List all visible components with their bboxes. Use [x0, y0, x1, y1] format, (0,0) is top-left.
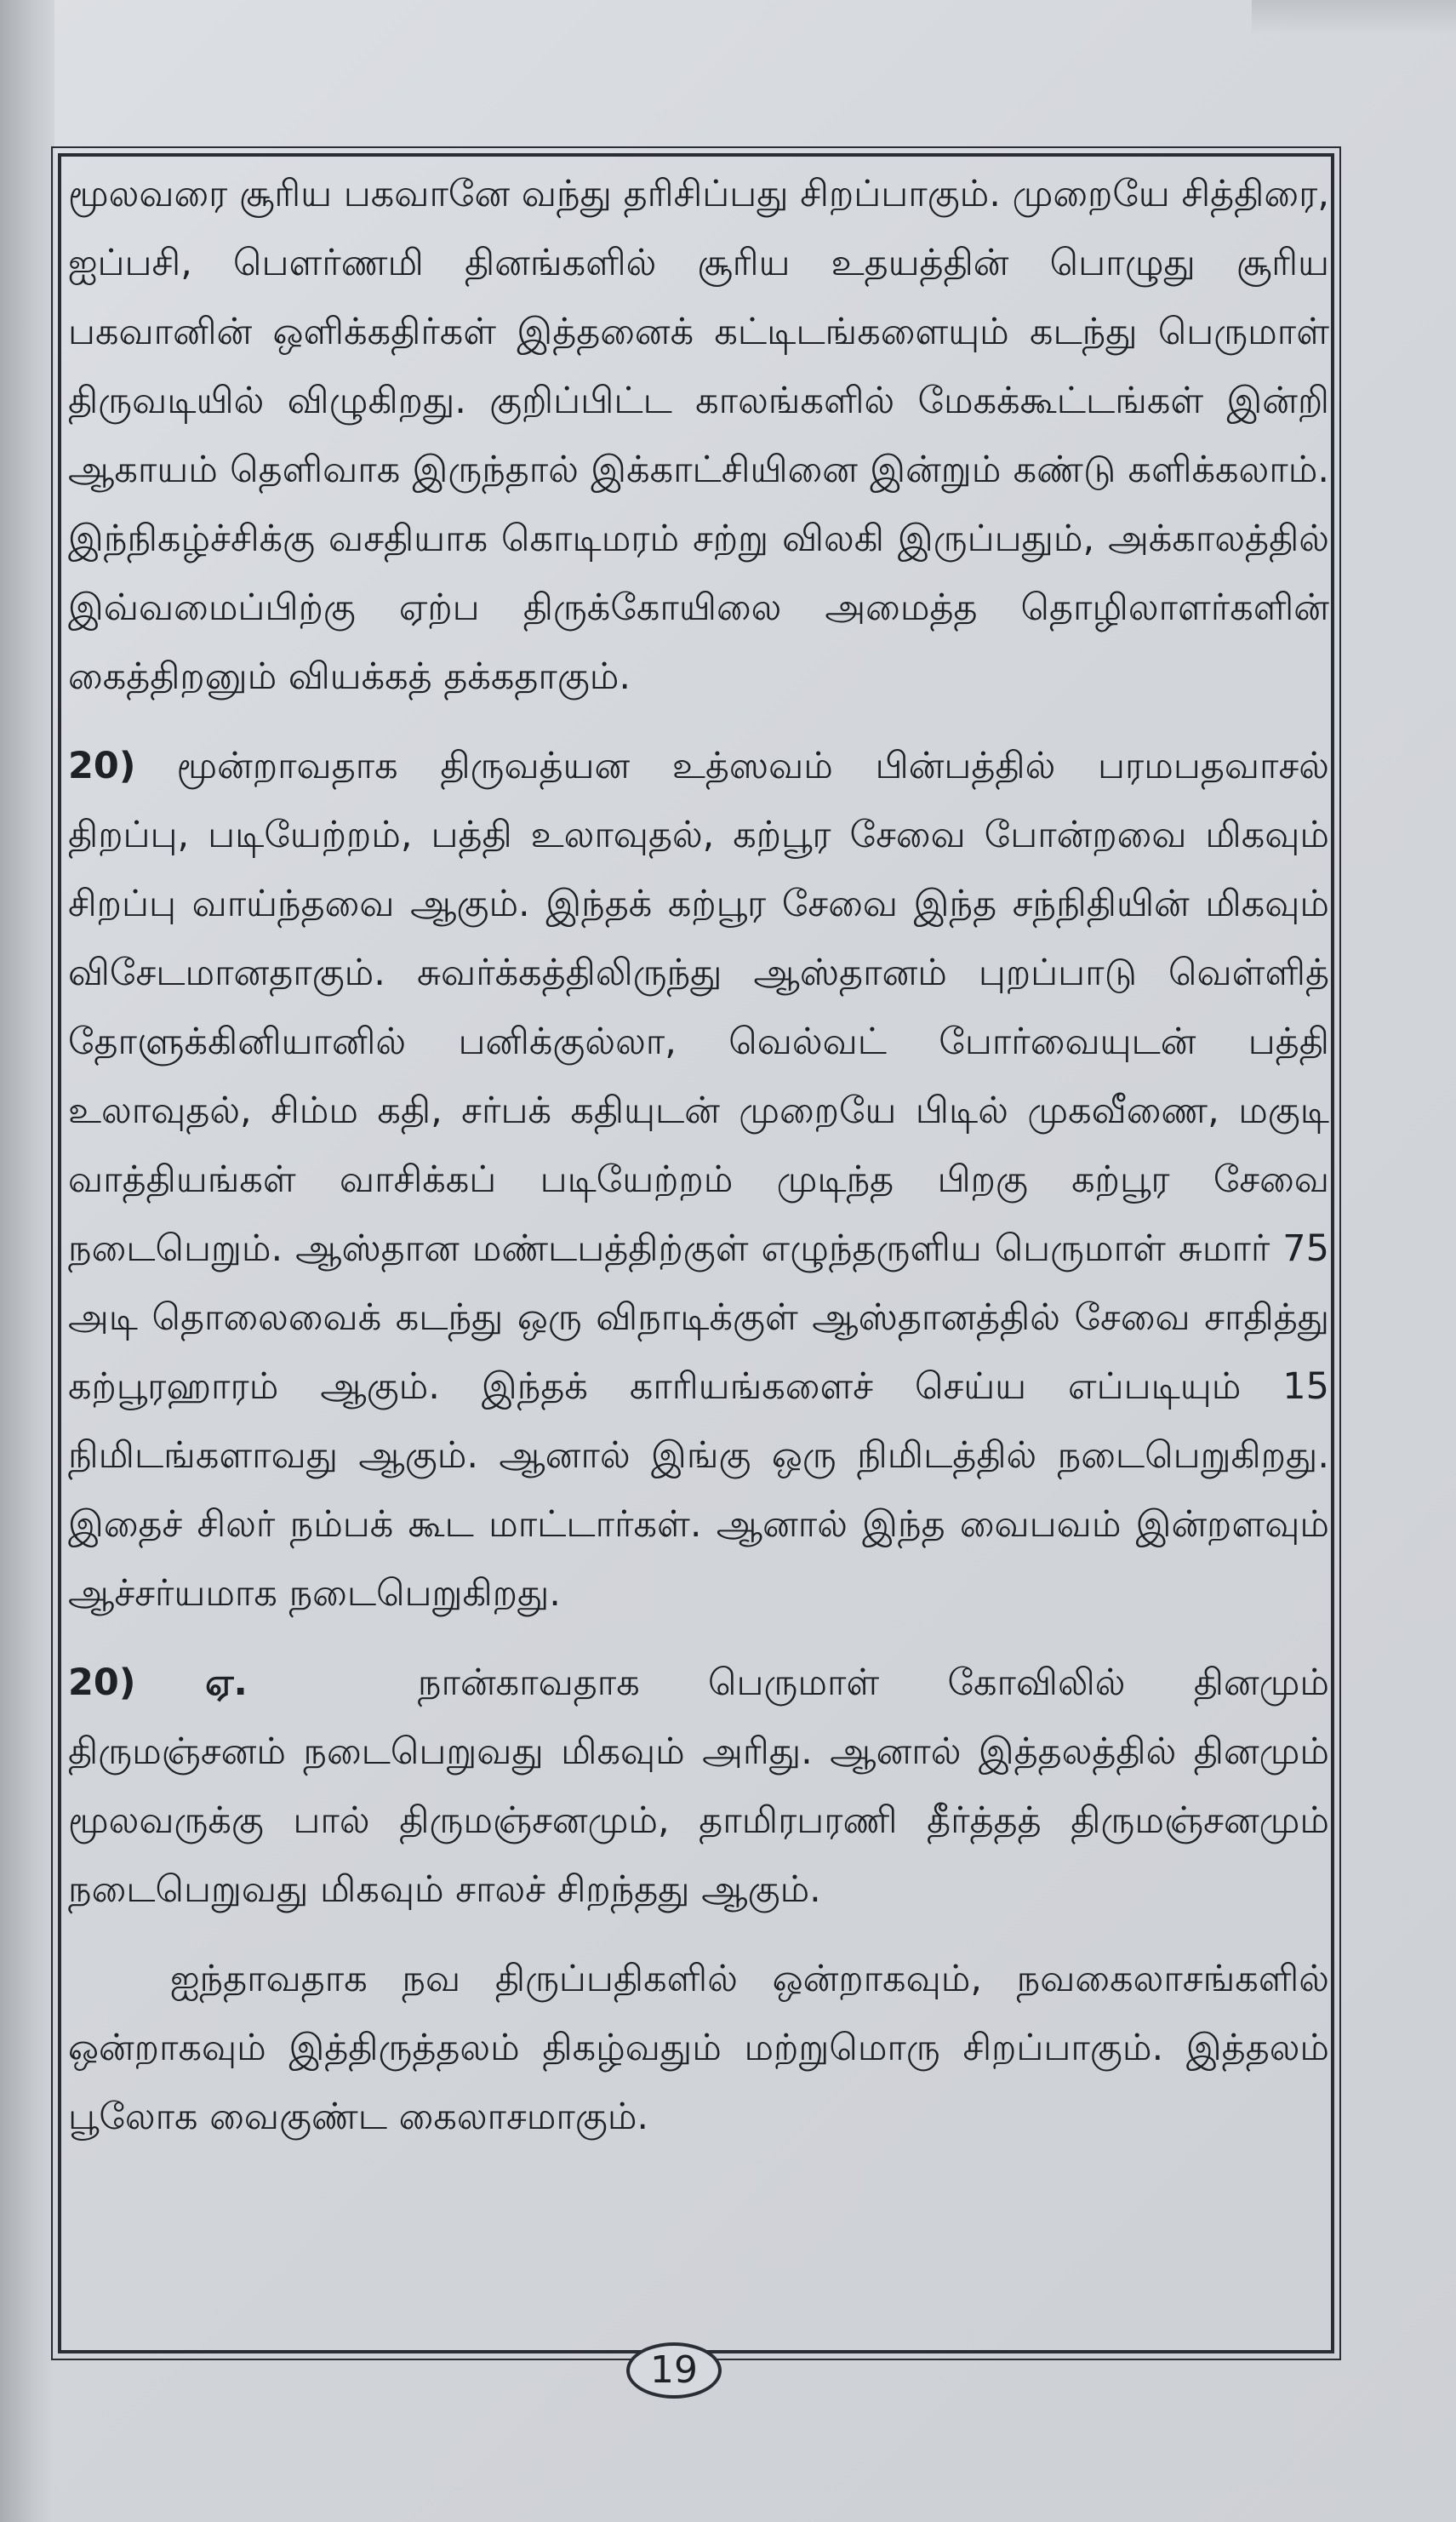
paragraph-2-number: 20) [68, 745, 136, 787]
paragraph-3 [68, 1649, 1329, 1924]
paragraph-3-number: 20) ஏ. [68, 1661, 248, 1704]
page-corner-shadow [1252, 0, 1456, 34]
paragraph-4-text: ஐந்தாவதாக நவ திருப்பதிகளில் ஒன்றாகவும், நவகைலாசங்களில் ஒன்றாகவும் இத்திருத்தலம் திகழ்வதும் மற்றுமொரு சிறப்பாகும். இத்தலம் பூலோக வைகுண்ட கைலாசமாகும். [68, 1958, 1329, 2138]
paragraph-2 [68, 732, 1329, 1628]
previous-page-edge [0, 0, 54, 2522]
page-number: 19 [626, 2342, 722, 2399]
paragraph-3-text: நான்காவதாக பெருமாள் கோவிலில் தினமும் திருமஞ்சனம் நடைபெறுவது மிகவும் அரிது. ஆனால் இத்தலத்தில் தினமும் மூலவருக்கு பால் திருமஞ்சனமும், தாமிரபரணி தீர்த்தத் திருமஞ்சனமும் நடைபெறுவது மிகவும் சாலச் சிறந்தது ஆகும். [68, 1661, 1329, 1911]
paragraph-1 [68, 160, 1329, 712]
paragraph-2-text: மூன்றாவதாக திருவத்யன உத்ஸவம் பின்பத்தில் பரமபதவாசல் திறப்பு, படியேற்றம், பத்தி உலாவுதல், கற்பூர சேவை போன்றவை மிகவும் சிறப்பு வாய்ந்தவை ஆகும். இந்தக் கற்பூர சேவை இந்த சந்நிதியின் மிகவும் விசேடமானதாகும். சுவர்க்கத்திலிருந்து ஆஸ்தானம் புறப்பாடு வெள்ளித் தோளுக்கினியானில் பனிக்குல்லா, வெல்வட் போர்வையுடன் பத்தி உலாவுதல், சிம்ம கதி, சர்பக் கதியுடன் முறையே பிடில் முகவீணை, மகுடி வாத்தியங்கள் வாசிக்கப் படியேற்றம் முடிந்த பிறகு கற்பூர சேவை நடைபெறும். ஆஸ்தான மண்டபத்திற்குள் எழுந்தருளிய பெருமாள் சுமார் 75 அடி தொலைவைக் கடந்து ஒரு விநாடிக்குள் ஆஸ்தானத்தில் சேவை சாதித்து கற்பூரஹாரம் ஆகும். இந்தக் காரியங்களைச் செய்ய எப்படியும் 15 நிமிடங்களாவது ஆகும். ஆனால் இங்கு ஒரு நிமிடத்தில் நடைபெறுகிறது. இதைச் சிலர் நம்பக் கூட மாட்டார்கள். ஆனால் இந்த வைபவம் இன்றளவும் ஆச்சர்யமாக நடைபெறுகிறது. [68, 745, 1329, 1615]
page-body [63, 160, 1329, 2152]
paragraph-4 [68, 1945, 1329, 2152]
paragraph-1-text: மூலவரை சூரிய பகவானே வந்து தரிசிப்பது சிறப்பாகும். முறையே சித்திரை, ஐப்பசி, பௌர்ணமி தினங்களில் சூரிய உதயத்தின் பொழுது சூரிய பகவானின் ஒளிக்கதிர்கள் இத்தனைக் கட்டிடங்களையும் கடந்து பெருமாள் திருவடியில் விழுகிறது. குறிப்பிட்ட காலங்களில் மேகக்கூட்டங்கள் இன்றி ஆகாயம் தெளிவாக இருந்தால் இக்காட்சியினை இன்றும் கண்டு களிக்கலாம். இந்நிகழ்ச்சிக்கு வசதியாக கொடிமரம் சற்று விலகி இருப்பதும், அக்காலத்தில் இவ்வமைப்பிற்கு ஏற்ப திருக்கோயிலை அமைத்த தொழிலாளர்களின் கைத்திறனும் வியக்கத் தக்கதாகும். [68, 173, 1329, 698]
